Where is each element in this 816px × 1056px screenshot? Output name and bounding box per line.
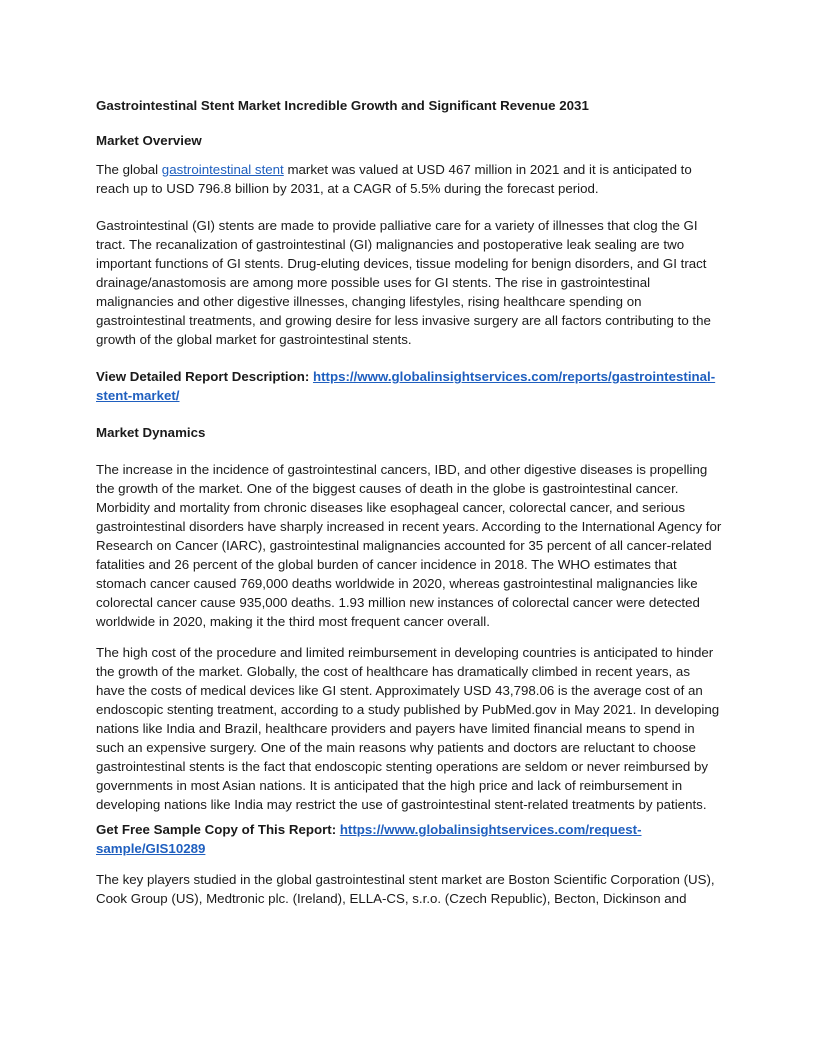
key-players-paragraph: The key players studied in the global gastrointestinal stent market are Boston Scientific Corporation (US), Cook Group (US), Medtronic plc. (Ireland), ELLA-CS, s.r.o. (Czech Republic), Becton, Dickinson and xyxy=(96,872,715,906)
gi-stents-paragraph: Gastrointestinal (GI) stents are made to provide palliative care for a variety of illnesses that clog the GI tract. The recanalization of gastrointestinal (GI) malignancies and postoperative leak sealing are two important functions of GI stents. Drug-eluting devices, tissue modeling for benign disorders, and GI tract drainage/anastomosis are among more possible uses for GI stents. The rise in gastrointestinal malignancies and other digestive illnesses, changing lifestyles, rising healthcare spending on gastrointestinal treatments, and growing desire for less invasive surgery are all factors contributing to the growth of the global market for gastrointestinal stents. xyxy=(96,218,711,347)
overview-text-start: The global xyxy=(96,162,162,177)
overview-text-end: market was valued at USD 467 million in 2021 and it is anticipated to reach up to USD 796.8 billion by 2031, at a CAGR of 5.5% during the forecast period. xyxy=(96,162,692,196)
document-page xyxy=(96,96,722,908)
report-description-link[interactable]: https://www.globalinsightservices.com/reports/gastrointestinal-stent-market/ xyxy=(96,369,716,403)
dynamics-paragraph: The increase in the incidence of gastrointestinal cancers, IBD, and other digestive diseases is propelling the growth of the market. One of the biggest causes of death in the globe is gastrointestinal cancer. Morbidity and mortality from chronic diseases like esophageal cancer, colorectal cancer, and serious gastrointestinal disorders have sharply increased in recent years. According to the International Agency for Research on Cancer (IARC), gastrointestinal malignancies accounted for 35 percent of all cancer-related fatalities and 26 percent of the global burden of cancer incidence in 2018. The WHO estimates that stomach cancer caused 769,000 deaths worldwide in 2020, whereas gastrointestinal malignancies like colorectal cancer cause 935,000 deaths. 1.93 million new instances of colorectal cancer were detected worldwide in 2020, making it the third most frequent cancer overall. xyxy=(96,462,722,629)
sample-copy-line xyxy=(96,820,722,858)
cost-paragraph: The high cost of the procedure and limited reimbursement in developing countries is anticipated to hinder the growth of the market. Globally, the cost of healthcare has dramatically climbed in recent years, as have the costs of medical devices like GI stent. Approximately USD 43,798.06 is the average cost of an endoscopic stenting treatment, according to a study published by PubMed.gov in May 2021. In developing nations like India and Brazil, healthcare providers and payers have limited financial means to spend in such an expensive surgery. One of the main reasons why patients and doctors are reluctant to choose gastrointestinal stents is the fact that endoscopic stenting operations are seldom or never reimbursed by governments in most Asian nations. It is anticipated that the high price and lack of reimbursement in developing nations like India may restrict the use of gastrointestinal stent-related treatments by patients. xyxy=(96,645,720,812)
sample-copy-link[interactable]: https://www.globalinsightservices.com/request-sample/GIS10289 xyxy=(96,822,642,856)
document-title: Gastrointestinal Stent Market Incredible Growth and Significant Revenue 2031 xyxy=(96,98,589,113)
market-dynamics-heading: Market Dynamics xyxy=(96,425,206,440)
sample-copy-label: Get Free Sample Copy of This Report: xyxy=(96,822,340,837)
gastrointestinal-stent-link[interactable]: gastrointestinal stent xyxy=(161,162,284,177)
report-description-line xyxy=(96,367,722,405)
overview-paragraph xyxy=(96,160,722,198)
report-description-label: View Detailed Report Description: xyxy=(96,369,313,384)
market-overview-heading: Market Overview xyxy=(96,133,202,148)
